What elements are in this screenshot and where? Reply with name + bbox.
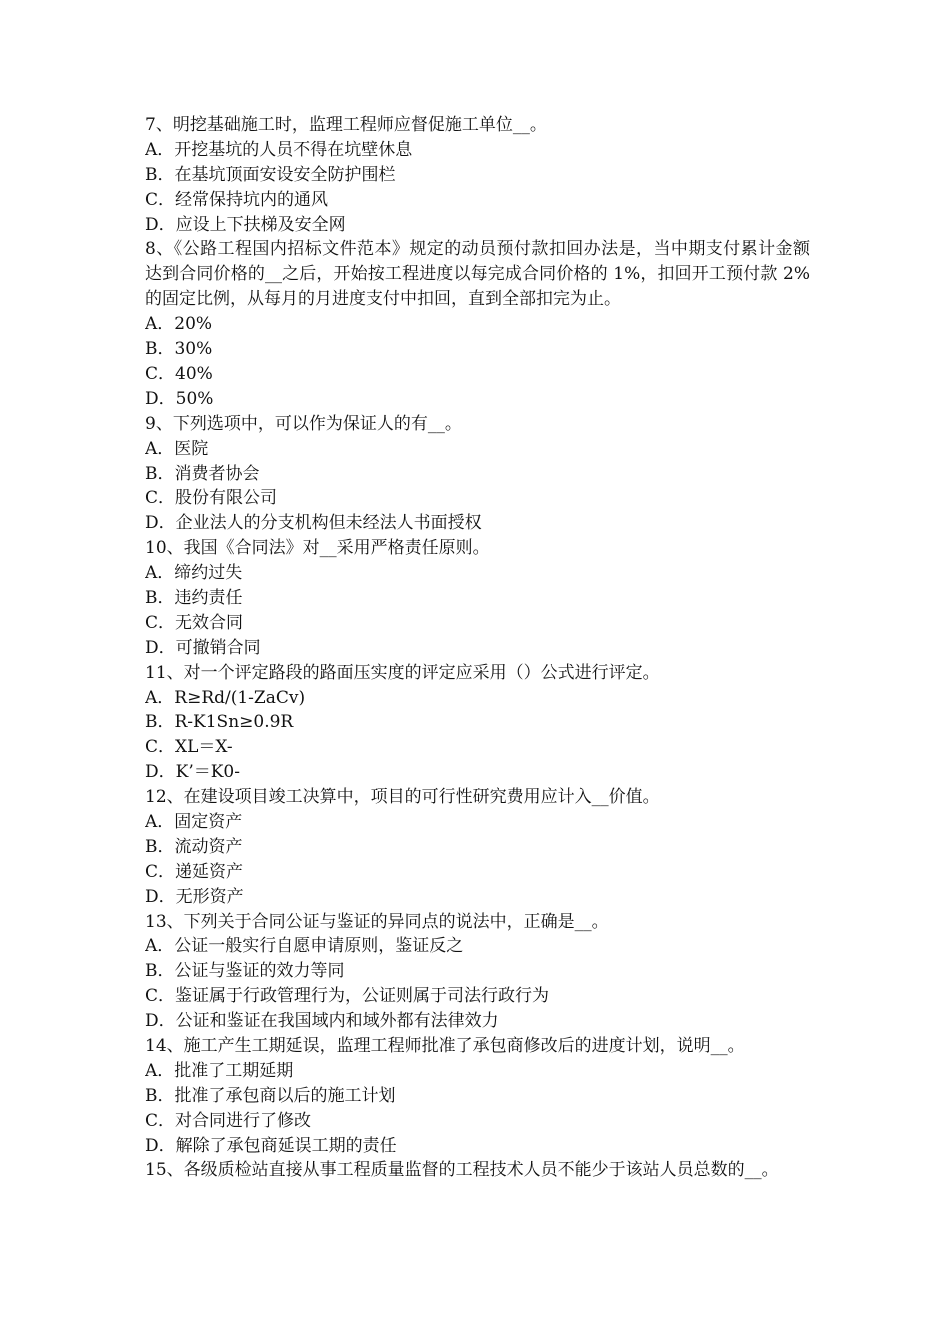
question-stem: 8、《公路工程国内招标文件范本》规定的动员预付款扣回办法是，当中期支付累计金额达到合同价格的__之后，开始按工程进度以每完成合同价格的 1%，扣回开工预付款 2%的固定比例，从每月的月进度支付中扣回，直到全部扣完为止。 [145, 239, 810, 310]
option-b: B．30% [145, 339, 213, 360]
option-c: C．40% [145, 363, 213, 384]
option-b: B．流动资产 [145, 836, 243, 857]
question-stem: 7、明挖基础施工时，监理工程师应督促施工单位__。 [145, 115, 547, 135]
option-d: D．公证和鉴证在我国域内和域外都有法律效力 [145, 1011, 499, 1032]
option-c: C．XL＝X- [145, 737, 233, 758]
option-b: B．公证与鉴证的效力等同 [145, 961, 345, 982]
option-d: D．可撤销合同 [145, 637, 261, 658]
option-a: A．公证一般实行自愿申请原则，鉴证反之 [145, 936, 464, 957]
question-stem: 14、施工产生工期延误，监理工程师批准了承包商修改后的进度计划，说明__。 [145, 1036, 745, 1056]
option-a: A．20% [145, 314, 213, 335]
option-b: B．批准了承包商以后的施工计划 [145, 1085, 396, 1106]
option-a: A．固定资产 [145, 811, 243, 832]
option-b: B．R-K1Sn≥0.9R [145, 712, 294, 733]
option-d: D．K’＝K0- [145, 762, 240, 783]
question-stem: 10、我国《合同法》对__采用严格责任原则。 [145, 538, 490, 559]
option-d: D．无形资产 [145, 886, 244, 907]
question-list [145, 113, 810, 1183]
option-c: C．鉴证属于行政管理行为，公证则属于司法行政行为 [145, 986, 550, 1007]
option-b: B．消费者协会 [145, 463, 260, 484]
option-c: C．股份有限公司 [145, 488, 278, 509]
option-d: D．应设上下扶梯及安全网 [145, 214, 346, 235]
question-stem: 12、在建设项目竣工决算中，项目的可行性研究费用应计入__价值。 [145, 787, 660, 808]
option-d: D．50% [145, 388, 214, 409]
option-c: C．无效合同 [145, 612, 244, 633]
option-a: A．R≥Rd/(1-ZaCv) [145, 687, 306, 708]
question-stem: 9、下列选项中，可以作为保证人的有__。 [145, 413, 462, 434]
option-d: D．企业法人的分支机构但未经法人书面授权 [145, 513, 482, 534]
option-a: A．缔约过失 [145, 563, 243, 584]
option-d: D．解除了承包商延误工期的责任 [145, 1135, 397, 1156]
option-a: A．医院 [145, 438, 209, 459]
option-c: C．经常保持坑内的通风 [145, 189, 329, 210]
question-stem: 11、对一个评定路段的路面压实度的评定应采用（）公式进行评定。 [145, 662, 660, 683]
question-stem: 15、各级质检站直接从事工程质量监督的工程技术人员不能少于该站人员总数的__。 [145, 1160, 779, 1181]
option-c: C．对合同进行了修改 [145, 1110, 312, 1131]
option-a: A．批准了工期延期 [145, 1060, 294, 1081]
question-stem: 13、下列关于合同公证与鉴证的异同点的说法中，正确是__。 [145, 911, 609, 932]
option-b: B．违约责任 [145, 587, 243, 608]
option-b: B．在基坑顶面安设安全防护围栏 [145, 164, 396, 185]
option-a: A．开挖基坑的人员不得在坑壁休息 [145, 139, 413, 160]
option-c: C．递延资产 [145, 861, 244, 882]
